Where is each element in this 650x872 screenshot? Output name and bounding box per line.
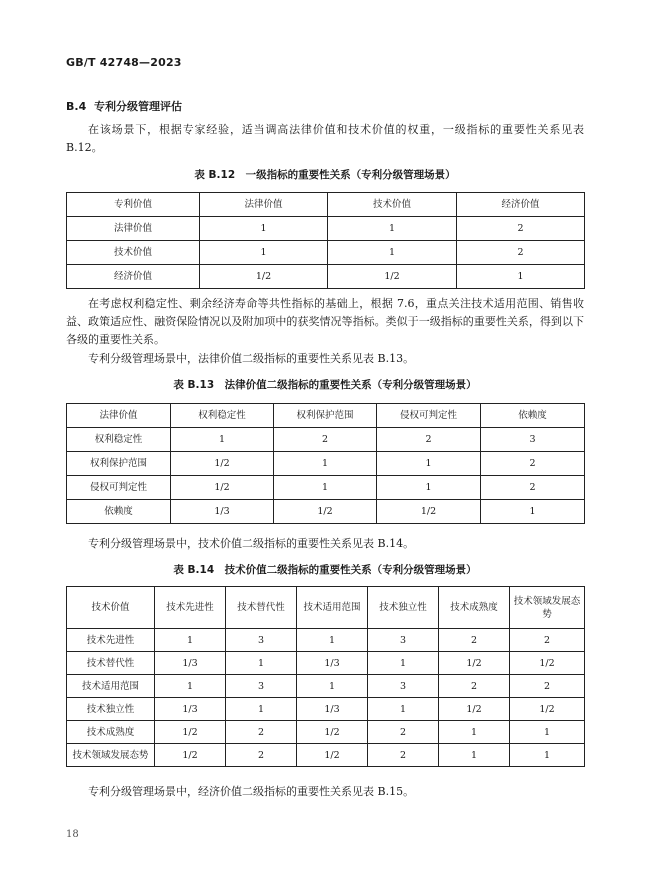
- table-b12-caption: 表 B.12 一级指标的重要性关系（专利分级管理场景）: [194, 169, 456, 181]
- table-row: [67, 744, 585, 767]
- table-cell: 2: [274, 428, 377, 452]
- paragraph-b14-ref: 专利分级管理场景中，技术价值二级指标的重要性关系见表 B.14。: [88, 537, 415, 550]
- table-cell: 1/2: [155, 721, 226, 744]
- page-number: 18: [66, 829, 79, 840]
- table-cell: 3: [226, 629, 297, 652]
- table-cell: 权利保护范围: [67, 452, 171, 476]
- table-cell: 技术领域发展态势: [67, 744, 155, 767]
- table-cell: 1: [200, 217, 328, 241]
- table-cell: 1: [171, 428, 274, 452]
- table-row: [67, 629, 585, 652]
- table-cell: 2: [368, 721, 439, 744]
- table-cell: 1/2: [377, 500, 481, 524]
- table-cell: 1: [439, 744, 510, 767]
- table-cell: 1: [297, 629, 368, 652]
- table-cell: 法律价值: [67, 217, 200, 241]
- table-header-cell: 技术领域发展态势: [510, 587, 585, 629]
- table-cell: 1/3: [155, 698, 226, 721]
- table-cell: 3: [368, 675, 439, 698]
- table-cell: 1: [481, 500, 585, 524]
- table-cell: 2: [510, 675, 585, 698]
- table-cell: 2: [439, 675, 510, 698]
- table-cell: 1: [297, 675, 368, 698]
- table-header-cell: 权利保护范围: [274, 404, 377, 428]
- table-cell: 1: [328, 217, 457, 241]
- section-title: 专利分级管理评估: [94, 100, 182, 113]
- table-row: [67, 428, 585, 452]
- table-cell: 技术替代性: [67, 652, 155, 675]
- table-cell: 1/2: [510, 698, 585, 721]
- table-cell: 1: [368, 652, 439, 675]
- table-header-cell: 法律价值: [200, 193, 328, 217]
- table-cell: 1: [226, 698, 297, 721]
- paragraph-intro: 在该场景下，根据专家经验，适当调高法律价值和技术价值的权重，一级指标的重要性关系见表 B.12。: [66, 123, 584, 154]
- table-cell: 1: [274, 452, 377, 476]
- table-row: [67, 476, 585, 500]
- table-cell: 2: [481, 452, 585, 476]
- table-header-cell: 技术先进性: [155, 587, 226, 629]
- table-cell: 1/2: [171, 476, 274, 500]
- table-cell: 1/2: [200, 265, 328, 289]
- table-row: [67, 241, 585, 265]
- table-cell: 1/2: [155, 744, 226, 767]
- table-cell: 3: [226, 675, 297, 698]
- table-cell: 3: [368, 629, 439, 652]
- table-cell: 技术先进性: [67, 629, 155, 652]
- table-header-cell: 技术独立性: [368, 587, 439, 629]
- table-cell: 1: [377, 476, 481, 500]
- table-cell: 2: [457, 217, 585, 241]
- table-cell: 1: [510, 721, 585, 744]
- table-header-cell: 经济价值: [457, 193, 585, 217]
- table-cell: 1/2: [297, 721, 368, 744]
- table-header-cell: 权利稳定性: [171, 404, 274, 428]
- table-header-cell: 技术价值: [328, 193, 457, 217]
- table-cell: 1/2: [274, 500, 377, 524]
- section-number: B.4: [66, 100, 87, 113]
- table-cell: 2: [457, 241, 585, 265]
- table-cell: 1: [510, 744, 585, 767]
- paragraph-b13-ref: 专利分级管理场景中，法律价值二级指标的重要性关系见表 B.13。: [88, 352, 415, 365]
- table-cell: 技术独立性: [67, 698, 155, 721]
- table-cell: 1: [457, 265, 585, 289]
- table-cell: 1/2: [297, 744, 368, 767]
- table-row: [67, 721, 585, 744]
- paragraph-indicators: 在考虑权利稳定性、剩余经济寿命等共性指标的基础上，根据 7.6，重点关注技术适用范围、销售收益、政策适应性、融资保险情况以及附加项中的获奖情况等指标。类似于一级指标的重要性关系，得到以下各级的重要性关系。: [66, 297, 584, 346]
- table-cell: 1: [439, 721, 510, 744]
- table-b12: [66, 192, 585, 289]
- table-header-cell: 法律价值: [67, 404, 171, 428]
- table-cell: 2: [368, 744, 439, 767]
- table-header-cell: 专利价值: [67, 193, 200, 217]
- table-cell: 1/2: [439, 652, 510, 675]
- table-b13-caption: 表 B.13 法律价值二级指标的重要性关系（专利分级管理场景）: [173, 379, 477, 391]
- table-cell: 1/3: [171, 500, 274, 524]
- table-cell: 技术适用范围: [67, 675, 155, 698]
- table-cell: 2: [377, 428, 481, 452]
- table-cell: 2: [481, 476, 585, 500]
- standard-number: GB/T 42748—2023: [66, 56, 182, 69]
- table-cell: 1: [226, 652, 297, 675]
- table-cell: 2: [439, 629, 510, 652]
- table-b13: [66, 403, 585, 524]
- table-cell: 3: [481, 428, 585, 452]
- table-cell: 1: [155, 629, 226, 652]
- table-header-cell: 技术适用范围: [297, 587, 368, 629]
- table-cell: 侵权可判定性: [67, 476, 171, 500]
- table-cell: 1/2: [439, 698, 510, 721]
- table-cell: 1: [274, 476, 377, 500]
- table-header-row: [67, 193, 585, 217]
- table-cell: 1/2: [328, 265, 457, 289]
- table-cell: 1/2: [171, 452, 274, 476]
- table-cell: 1: [200, 241, 328, 265]
- table-cell: 技术成熟度: [67, 721, 155, 744]
- table-cell: 1/2: [510, 652, 585, 675]
- table-cell: 1/3: [297, 698, 368, 721]
- table-header-cell: 侵权可判定性: [377, 404, 481, 428]
- table-row: [67, 675, 585, 698]
- table-header-cell: 依赖度: [481, 404, 585, 428]
- table-cell: 1: [368, 698, 439, 721]
- table-row: [67, 265, 585, 289]
- paragraph-b15-ref: 专利分级管理场景中，经济价值二级指标的重要性关系见表 B.15。: [88, 785, 415, 798]
- table-b14: [66, 586, 585, 767]
- table-cell: 2: [226, 744, 297, 767]
- table-cell: 技术价值: [67, 241, 200, 265]
- table-cell: 1: [155, 675, 226, 698]
- table-cell: 1: [377, 452, 481, 476]
- table-header-cell: 技术价值: [67, 587, 155, 629]
- table-cell: 1/3: [155, 652, 226, 675]
- table-cell: 经济价值: [67, 265, 200, 289]
- table-row: [67, 500, 585, 524]
- table-row: [67, 217, 585, 241]
- table-header-row: [67, 404, 585, 428]
- section-heading: [66, 98, 182, 114]
- table-cell: 依赖度: [67, 500, 171, 524]
- table-row: [67, 698, 585, 721]
- table-header-cell: 技术替代性: [226, 587, 297, 629]
- table-cell: 2: [510, 629, 585, 652]
- table-cell: 权利稳定性: [67, 428, 171, 452]
- table-row: [67, 452, 585, 476]
- table-cell: 2: [226, 721, 297, 744]
- table-cell: 1/3: [297, 652, 368, 675]
- table-header-cell: 技术成熟度: [439, 587, 510, 629]
- table-header-row: [67, 587, 585, 629]
- table-b14-caption: 表 B.14 技术价值二级指标的重要性关系（专利分级管理场景）: [173, 564, 477, 576]
- table-cell: 1: [328, 241, 457, 265]
- table-row: [67, 652, 585, 675]
